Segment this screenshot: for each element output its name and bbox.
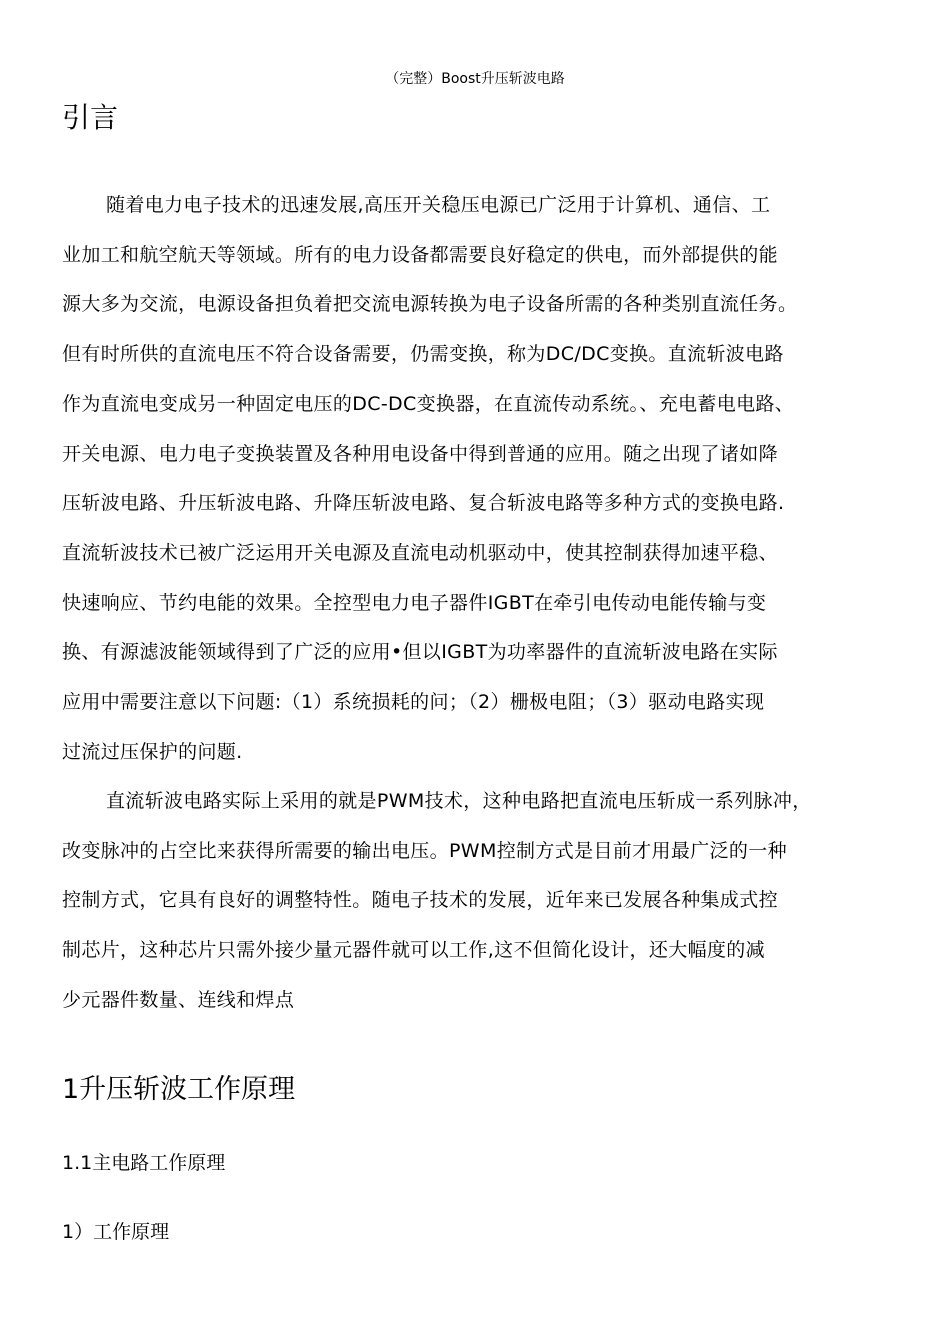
paragraph-line: 少元器件数量、连线和焊点 [62,988,295,1011]
paragraph-line: 业加工和航空航天等领域。所有的电力设备都需要良好稳定的供电，而外部提供的能 [62,243,778,266]
paragraph-line: 制芯片，这种芯片只需外接少量元器件就可以工作,这不但简化设计，还大幅度的减 [62,939,765,962]
subsection-1-1-heading: 1.1主电路工作原理 [62,1152,226,1174]
running-header: （完整）Boost升压斩波电路 [385,71,565,87]
intro-paragraph-1 [62,181,907,777]
paragraph-line: 快速响应、节约电能的效果。全控型电力电子器件IGBT在牵引电传动电能传输与变 [62,591,767,614]
paragraph-line: 控制方式，它具有良好的调整特性。随电子技术的发展，近年来已发展各种集成式控 [62,889,778,912]
paragraph-line: 开关电源、电力电子变换装置及各种用电设备中得到普通的应用。随之出现了诸如降 [62,442,778,465]
paragraph-line: 作为直流电变成另一种固定电压的DC-DC变换器，在直流传动系统。、充电蓄电电路、 [62,392,795,415]
paragraph-line: 改变脉冲的占空比来获得所需要的输出电压。PWM控制方式是目前才用最广泛的一种 [62,839,787,862]
paragraph-line: 过流过压保护的问题. [62,740,243,763]
paragraph-line: 直流斩波电路实际上采用的就是PWM技术，这种电路把直流电压斩成一系列脉冲， [106,790,812,812]
intro-paragraph-2 [62,777,907,1026]
intro-heading: 引言 [62,101,119,134]
paragraph-line: 源大多为交流，电源设备担负着把交流电源转换为电子设备所需的各种类别直流任务。 [62,293,798,316]
paragraph-line: 随着电力电子技术的迅速发展,高压开关稳压电源已广泛用于计算机、通信、工 [106,194,771,216]
paragraph-line: 换、有源滤波能领域得到了广泛的应用•但以IGBT为功率器件的直流斩波电路在实际 [62,641,778,664]
paragraph-line: 应用中需要注意以下问题:（1）系统损耗的问；（2）栅极电阻；（3）驱动电路实现 [62,691,765,714]
section-1-heading: 1升压斩波工作原理 [62,1074,296,1105]
paragraph-line: 直流斩波技术已被广泛运用开关电源及直流电动机驱动中，使其控制获得加速平稳、 [62,541,778,564]
item-1-heading: 1）工作原理 [62,1221,170,1243]
paragraph-line: 压斩波电路、升压斩波电路、升降压斩波电路、复合斩波电路等多种方式的变换电路. [62,492,785,515]
paragraph-line: 但有时所供的直流电压不符合设备需要，仍需变换，称为DC/DC变换。直流斩波电路 [62,343,784,366]
